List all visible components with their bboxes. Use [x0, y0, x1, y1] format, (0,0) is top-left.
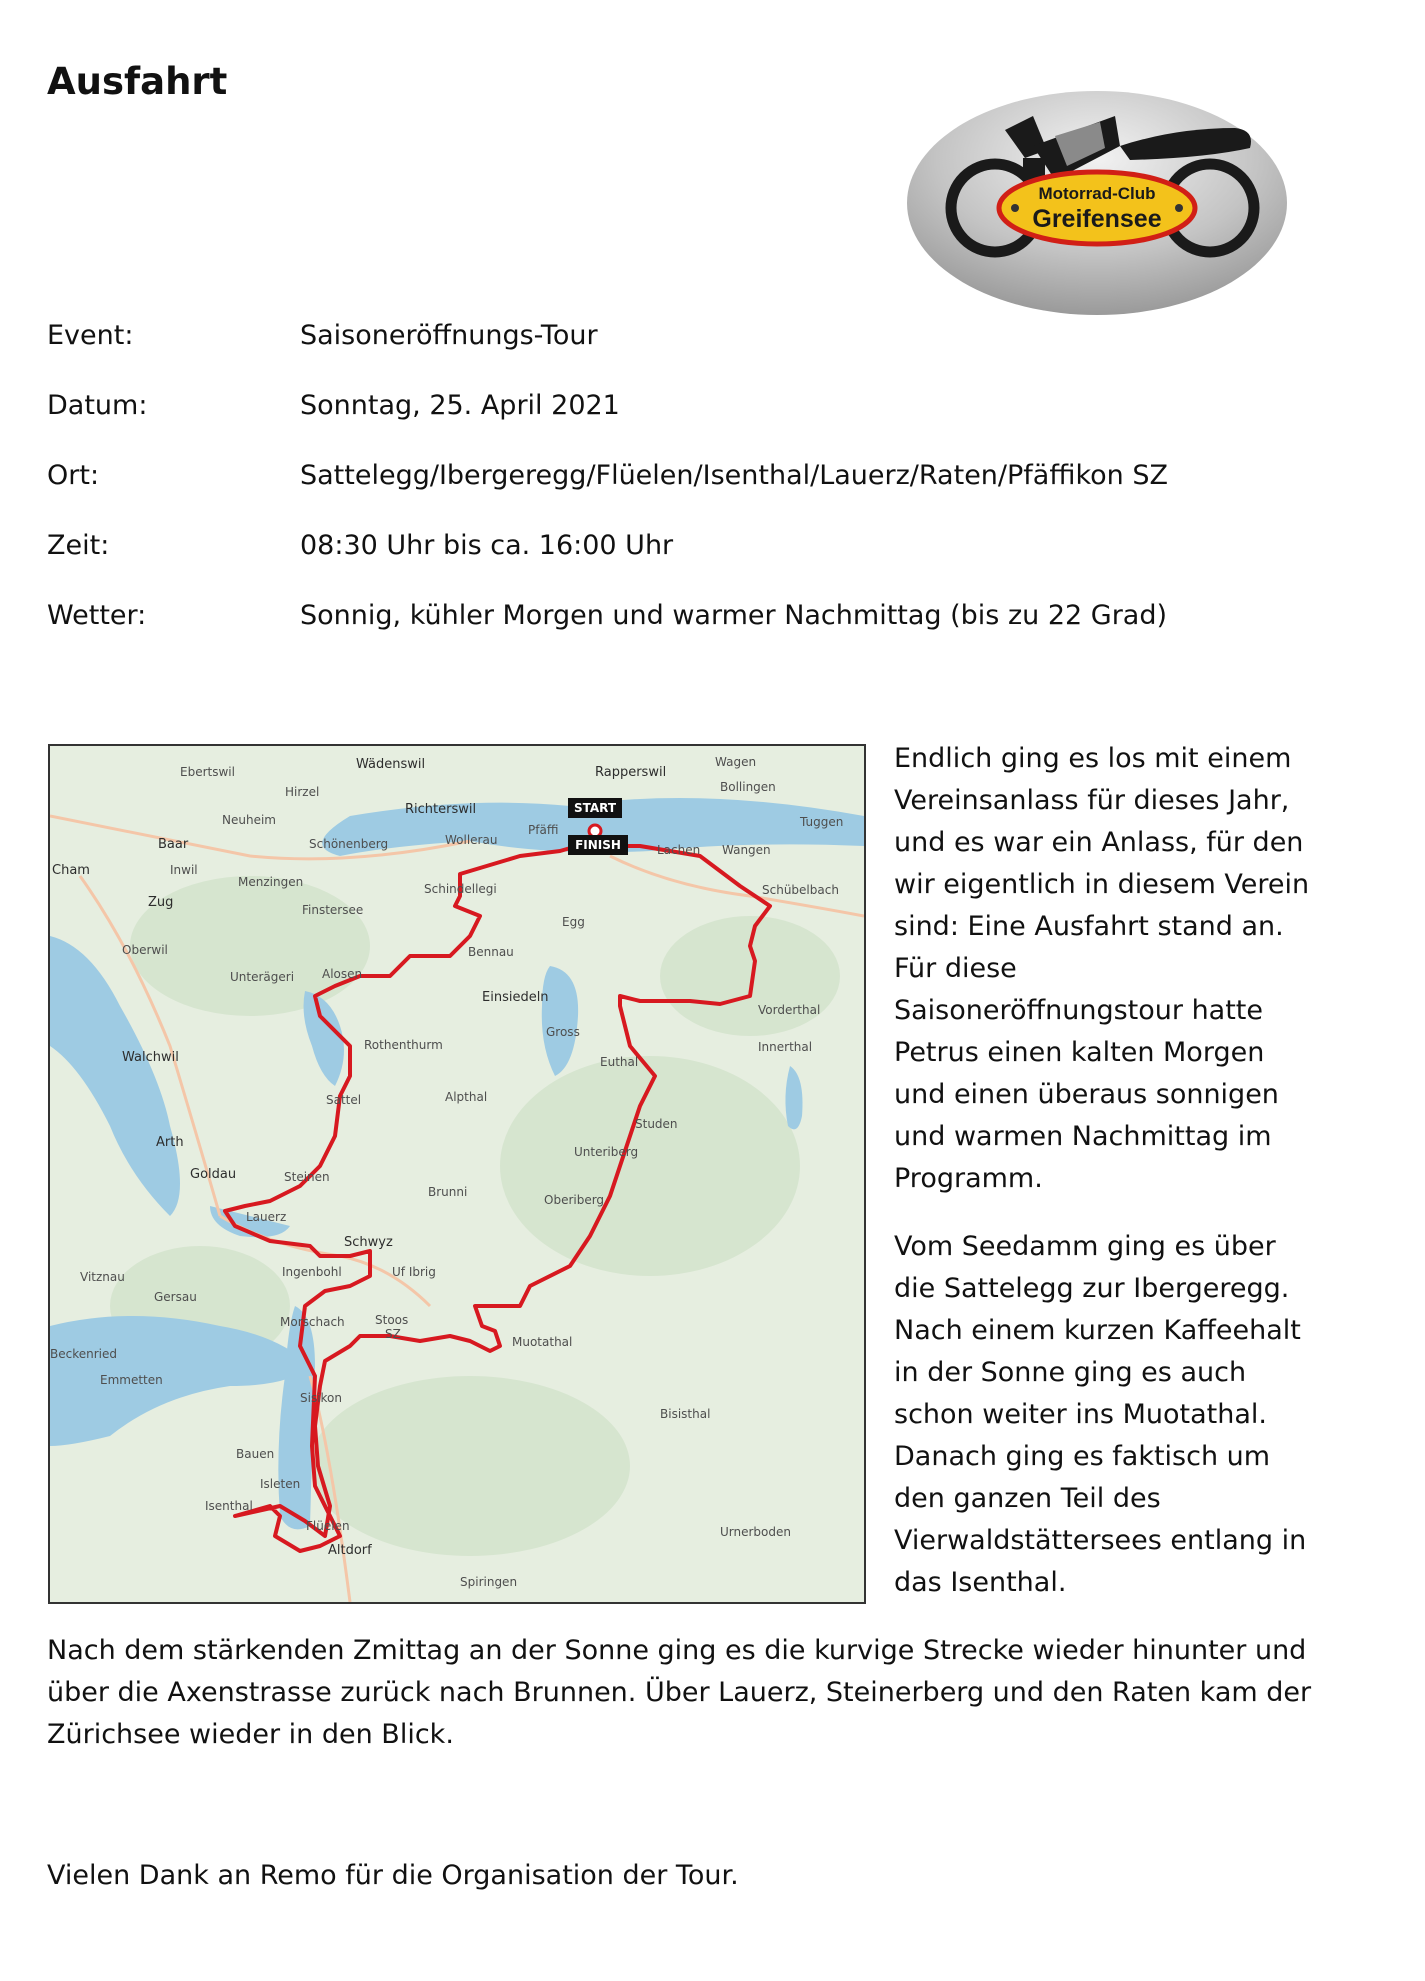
map-label: Uf Ibrig [392, 1265, 436, 1279]
info-row-time [47, 528, 1347, 598]
map-label: Morschach [280, 1315, 345, 1329]
logo-line1: Motorrad-Club [1038, 184, 1156, 203]
map-label: Muotathal [512, 1335, 573, 1349]
map-label: Tuggen [800, 815, 844, 829]
route-map [48, 744, 866, 1604]
map-label: Bisisthal [660, 1407, 711, 1421]
map-label: Altdorf [328, 1543, 372, 1558]
map-label: Schönenberg [309, 837, 389, 851]
info-row-location [47, 458, 1347, 528]
map-label: Zug [148, 895, 174, 910]
map-label: Wädenswil [356, 757, 426, 772]
logo-line2: Greifensee [1032, 205, 1162, 233]
map-label: Bauen [236, 1447, 275, 1461]
info-label: Datum: [47, 390, 148, 421]
map-label: Euthal [600, 1055, 639, 1069]
map-label: Oberwil [122, 943, 168, 957]
map-label: Schübelbach [762, 883, 839, 897]
page-title: Ausfahrt [47, 60, 228, 103]
map-label: Ingenbohl [282, 1265, 342, 1279]
map-label: Vitznau [80, 1270, 125, 1284]
map-label: Steinen [284, 1170, 330, 1184]
map-label: Alpthal [445, 1090, 488, 1104]
map-label: Wollerau [445, 833, 498, 847]
map-label: Spiringen [460, 1575, 518, 1589]
info-value: Sattelegg/Ibergeregg/Flüelen/Isenthal/Lauerz/Raten/Pfäffikon SZ [300, 460, 1168, 491]
map-label: Egg [562, 915, 585, 929]
club-logo [905, 88, 1290, 318]
map-label: Cham [52, 863, 90, 878]
map-label: Neuheim [222, 813, 276, 827]
map-label: Beckenried [50, 1347, 117, 1361]
map-label: Isenthal [205, 1499, 253, 1513]
start-label: START [573, 801, 617, 815]
body-paragraph: Nach dem stärkenden Zmittag an der Sonne ging es die kurvige Strecke wieder hinunter und über die Axenstrasse zurück nach Brunnen. Über Lauerz, Steinerberg und den Raten kam der Zürichsee wieder in den Blick. [47, 1635, 1312, 1750]
map-label: Wagen [715, 755, 757, 769]
info-row-event [47, 318, 1347, 388]
event-info [47, 318, 1347, 668]
start-marker [568, 798, 622, 818]
thanks-paragraph: Vielen Dank an Remo für die Organisation der Tour. [47, 1860, 739, 1891]
map-label: Brunni [428, 1185, 468, 1199]
map-label: Gersau [154, 1290, 197, 1304]
map-label: Studen [635, 1117, 678, 1131]
finish-label: FINISH [575, 838, 621, 852]
map-label: Alosen [322, 967, 363, 981]
map-label: Schwyz [344, 1235, 393, 1250]
info-row-weather [47, 598, 1347, 668]
map-label: Lachen [657, 843, 701, 857]
info-label: Ort: [47, 460, 100, 491]
side-text [894, 738, 1314, 1630]
map-label: Isleten [260, 1477, 301, 1491]
map-label: Menzingen [238, 875, 304, 889]
map-label: Einsiedeln [482, 990, 549, 1005]
map-label: Bennau [468, 945, 514, 959]
map-label: Stoos [375, 1313, 409, 1327]
info-value: Saisoneröffnungs-Tour [300, 320, 598, 351]
side-paragraph-2: Vom Seedamm ging es über die Sattelegg zur Ibergeregg. Nach einem kurzen Kaffeehalt in der Sonne ging es auch schon weiter ins Muotathal. Danach ging es faktisch um den ganzen Teil des Vierwaldstättersees entlang in das Isenthal. [894, 1231, 1307, 1598]
map-label: Richterswil [405, 802, 477, 817]
map-label: Schindellegi [424, 882, 497, 896]
map-label: Emmetten [100, 1373, 163, 1387]
map-label: Vorderthal [758, 1003, 821, 1017]
map-label: Rapperswil [595, 765, 667, 780]
map-label: Walchwil [122, 1050, 179, 1065]
map-label: Lauerz [246, 1210, 287, 1224]
map-label: Sisikon [300, 1391, 343, 1405]
info-value: 08:30 Uhr bis ca. 16:00 Uhr [300, 530, 674, 561]
map-label: Gross [546, 1025, 580, 1039]
finish-marker [568, 835, 628, 855]
map-label: Urnerboden [720, 1525, 791, 1539]
info-value: Sonnig, kühler Morgen und warmer Nachmittag (bis zu 22 Grad) [300, 600, 1168, 631]
info-label: Event: [47, 320, 134, 351]
side-paragraph-1: Endlich ging es los mit einem Vereinsanlass für dieses Jahr, und es war ein Anlass, für den wir eigentlich in diesem Verein sind: Eine Ausfahrt stand an. Für diese Saisoneröffnungstour hatte Petrus einen kalten Morgen und einen überaus sonnigen und warmen Nachmittag im Programm. [894, 743, 1310, 1194]
map-label: Innerthal [758, 1040, 813, 1054]
map-label: Sattel [326, 1093, 362, 1107]
map-label: Wangen [722, 843, 771, 857]
map-label: Unterägeri [230, 970, 295, 984]
map-label: Baar [158, 837, 189, 852]
map-label: Inwil [170, 863, 198, 877]
map-label: Goldau [190, 1167, 237, 1182]
map-label: Bollingen [720, 780, 776, 794]
info-label: Wetter: [47, 600, 147, 631]
map-label: Oberiberg [544, 1193, 605, 1207]
info-value: Sonntag, 25. April 2021 [300, 390, 620, 421]
info-row-date [47, 388, 1347, 458]
info-label: Zeit: [47, 530, 110, 561]
map-label: Ebertswil [180, 765, 235, 779]
map-label: Unteriberg [574, 1145, 639, 1159]
map-label: Flüelen [306, 1519, 350, 1533]
map-label: Hirzel [285, 785, 320, 799]
map-label: Pfäffi [528, 823, 559, 837]
map-label: Finstersee [302, 903, 364, 917]
map-label: Arth [156, 1135, 184, 1150]
map-label: Rothenthurm [364, 1038, 443, 1052]
map-label: SZ [385, 1327, 401, 1341]
